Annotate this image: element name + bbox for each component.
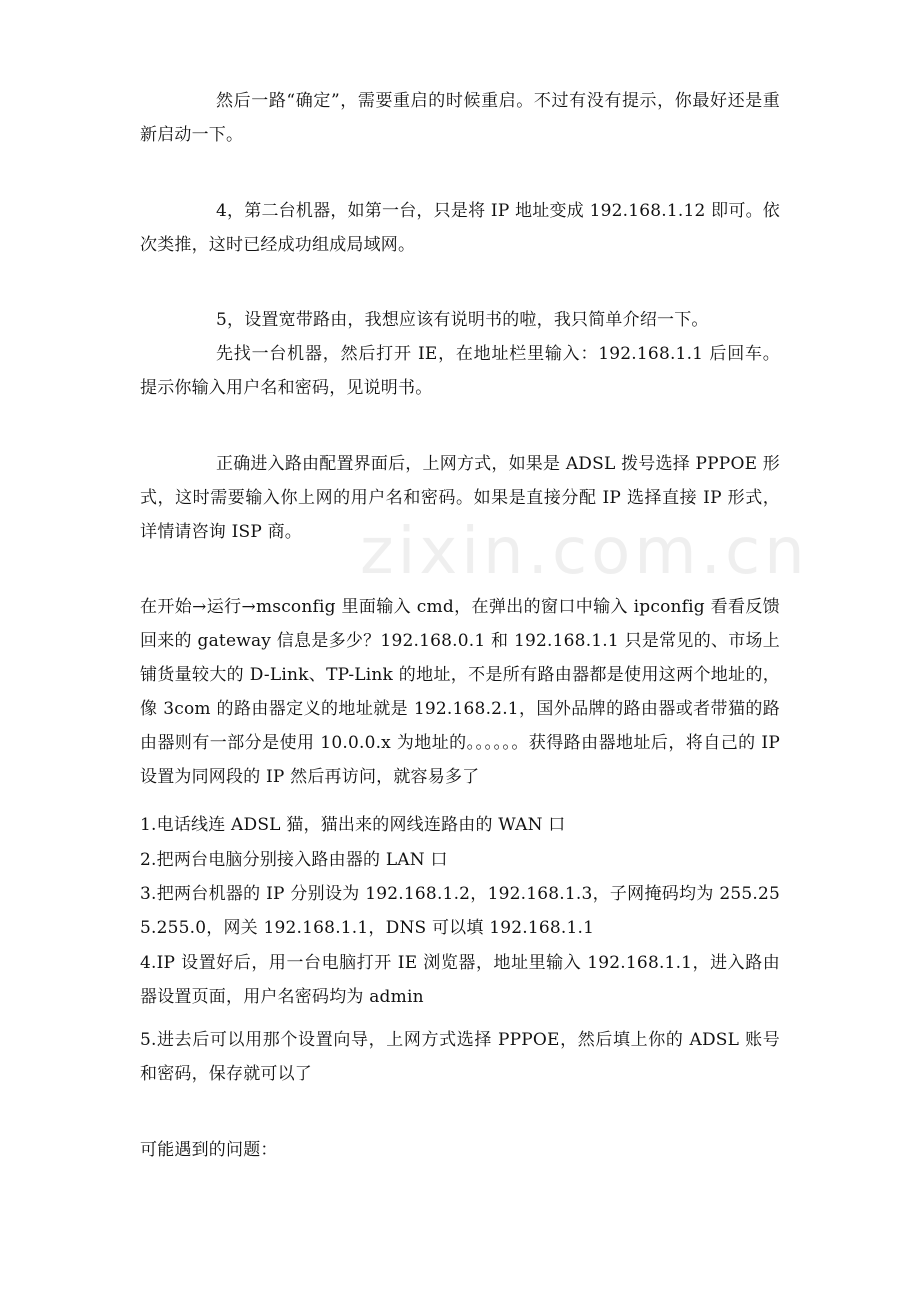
step-4: 4.IP 设置好后，用一台电脑打开 IE 浏览器，地址里输入 192.168.1.1，进入路由器设置页面，用户名密码均为 admin <box>140 953 780 1007</box>
step-5: 5.进去后可以用那个设置向导，上网方式选择 PPPOE，然后填上你的 ADSL 账号和密码，保存就可以了 <box>140 1030 780 1084</box>
watermark: zixin.com.cn <box>360 515 809 589</box>
paragraph-router-setup: 5，设置宽带路由，我想应该有说明书的啦，我只简单介绍一下。 <box>216 310 709 330</box>
paragraph-second-machine: 4，第二台机器，如第一台，只是将 IP 地址变成 192.168.1.12 即可。依次类推，这时已经成功组成局域网。 <box>140 201 780 255</box>
step-1: 1.电话线连 ADSL 猫，猫出来的网线连路由的 WAN 口 <box>140 815 566 835</box>
paragraph-router-config: 正确进入路由配置界面后，上网方式，如果是 ADSL 拨号选择 PPPOE 形式，这时需要输入你上网的用户名和密码。如果是直接分配 IP 选择直接 IP 形式，详情请咨询 ISP 商。 <box>140 454 780 542</box>
step-3: 3.把两台机器的 IP 分别设为 192.168.1.2，192.168.1.3，子网掩码均为 255.255.255.0，网关 192.168.1.1，DNS 可以填 192.168.1.1 <box>140 884 780 938</box>
paragraph-open-ie: 先找一台机器，然后打开 IE，在地址栏里输入：192.168.1.1 后回车。提示你输入用户名和密码，见说明书。 <box>140 344 780 398</box>
step-2: 2.把两台电脑分别接入路由器的 LAN 口 <box>140 850 448 870</box>
section-heading-problems: 可能遇到的问题： <box>140 1140 278 1160</box>
paragraph-restart: 然后一路“确定”，需要重启的时候重启。不过有没有提示，你最好还是重新启动一下。 <box>140 91 780 145</box>
paragraph-gateway-lookup: 在开始→运行→msconfig 里面输入 cmd，在弹出的窗口中输入 ipconfig 看看反馈回来的 gateway 信息是多少？192.168.0.1 和 192.168.1.1 只是常见的、市场上铺货量较大的 D-Link、TP-Link 的地址，不是所有路由器都是使用这两个地址的，像 3com 的路由器定义的地址就是 192.168.2.1，国外品牌的路由器或者带猫的路由器则有一部分是使用 10.0.0.x 为地址的。。。。。。获得路由器地址后，将自己的 IP 设置为同网段的 IP 然后再访问，就容易多了 <box>140 597 780 787</box>
